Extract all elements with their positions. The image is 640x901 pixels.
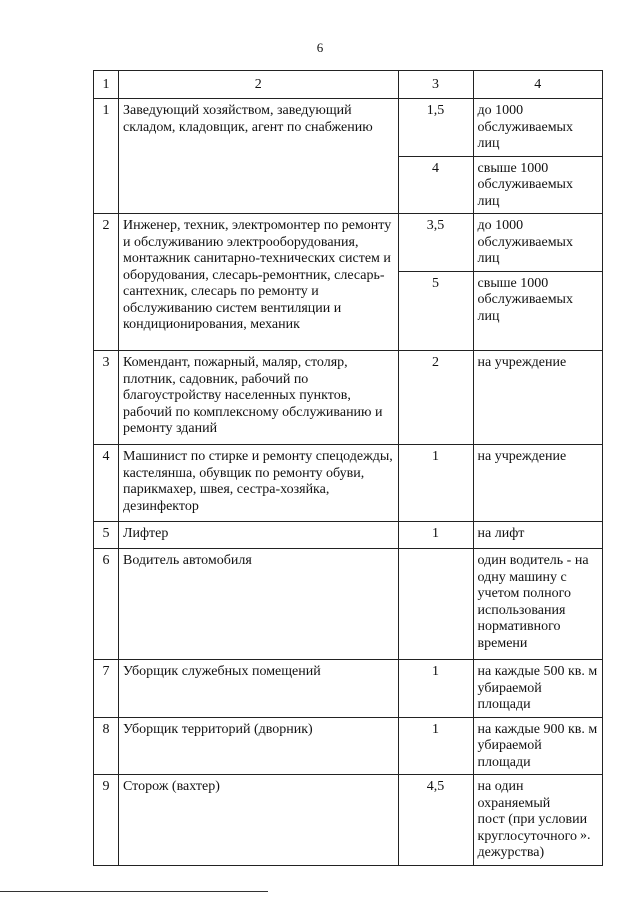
table-row (94, 660, 603, 718)
footnote-divider (0, 891, 268, 892)
norm-condition: на каждые 900 кв. м убираемой площади (473, 717, 602, 775)
norm-value: 4,5 (398, 775, 473, 866)
row-number: 5 (94, 522, 119, 549)
position-name: Уборщик территорий (дворник) (119, 717, 399, 775)
norm-value: 2 (398, 351, 473, 445)
page-number: 6 (316, 40, 324, 55)
norm-value: 3,5 (398, 214, 473, 272)
norm-value: 1 (398, 660, 473, 718)
norm-condition: один водитель - на одну машину с учетом полного использования нормативного времени (473, 549, 602, 660)
norm-condition: на учреждение (473, 351, 602, 445)
header-col-2: 2 (119, 71, 399, 99)
table-row (94, 445, 603, 522)
header-col-4: 4 (473, 71, 602, 99)
norm-value (398, 549, 473, 660)
norm-value: 1 (398, 445, 473, 522)
row-number: 9 (94, 775, 119, 866)
norm-condition: на один охраняемый пост (при условии круглосуточного дежурства) (473, 775, 602, 866)
row-number: 4 (94, 445, 119, 522)
norm-value: 4 (398, 156, 473, 214)
row-number: 8 (94, 717, 119, 775)
position-name: Водитель автомобиля (119, 549, 399, 660)
table-header-row (94, 71, 603, 99)
position-name: Лифтер (119, 522, 399, 549)
table-row (94, 99, 603, 157)
table-row (94, 775, 603, 866)
table-row (94, 351, 603, 445)
norm-condition: до 1000 обслуживаемых лиц (473, 99, 602, 157)
row-number: 6 (94, 549, 119, 660)
table-row (94, 522, 603, 549)
norm-value: 5 (398, 271, 473, 351)
row-number: 1 (94, 99, 119, 214)
position-name: Уборщик служебных помещений (119, 660, 399, 718)
table-row (94, 549, 603, 660)
row-number: 7 (94, 660, 119, 718)
norm-condition: свыше 1000 обслуживаемых лиц (473, 271, 602, 351)
staffing-norms-table (93, 70, 603, 866)
table-row (94, 214, 603, 272)
norm-condition: на каждые 500 кв. м убираемой площади (473, 660, 602, 718)
position-name: Инженер, техник, электромонтер по ремонту и обслуживанию электрооборудования, монтажник санитарно-технических систем и оборудования, слесарь-ремонтник, слесарь-сантехник, слесарь по ремонту и обслуживанию систем вентиляции и кондиционирования, механик (119, 214, 399, 351)
norm-value: 1 (398, 522, 473, 549)
position-name: Сторож (вахтер) (119, 775, 399, 866)
position-name: Машинист по стирке и ремонту спецодежды, кастелянша, обувщик по ремонту обуви, парикмахер, швея, сестра-хозяйка, дезинфектор (119, 445, 399, 522)
norm-condition: на учреждение (473, 445, 602, 522)
norm-condition: до 1000 обслуживаемых лиц (473, 214, 602, 272)
position-name: Заведующий хозяйством, заведующий складом, кладовщик, агент по снабжению (119, 99, 399, 214)
table-row (94, 717, 603, 775)
norm-condition: свыше 1000 обслуживаемых лиц (473, 156, 602, 214)
position-name: Комендант, пожарный, маляр, столяр, плотник, садовник, рабочий по благоустройству населенных пунктов, рабочий по комплексному обслуживанию и ремонту зданий (119, 351, 399, 445)
closing-quote-mark: ». (580, 828, 591, 843)
norm-condition: на лифт (473, 522, 602, 549)
header-col-3: 3 (398, 71, 473, 99)
row-number: 2 (94, 214, 119, 351)
norm-value: 1,5 (398, 99, 473, 157)
row-number: 3 (94, 351, 119, 445)
norm-value: 1 (398, 717, 473, 775)
header-col-1: 1 (94, 71, 119, 99)
